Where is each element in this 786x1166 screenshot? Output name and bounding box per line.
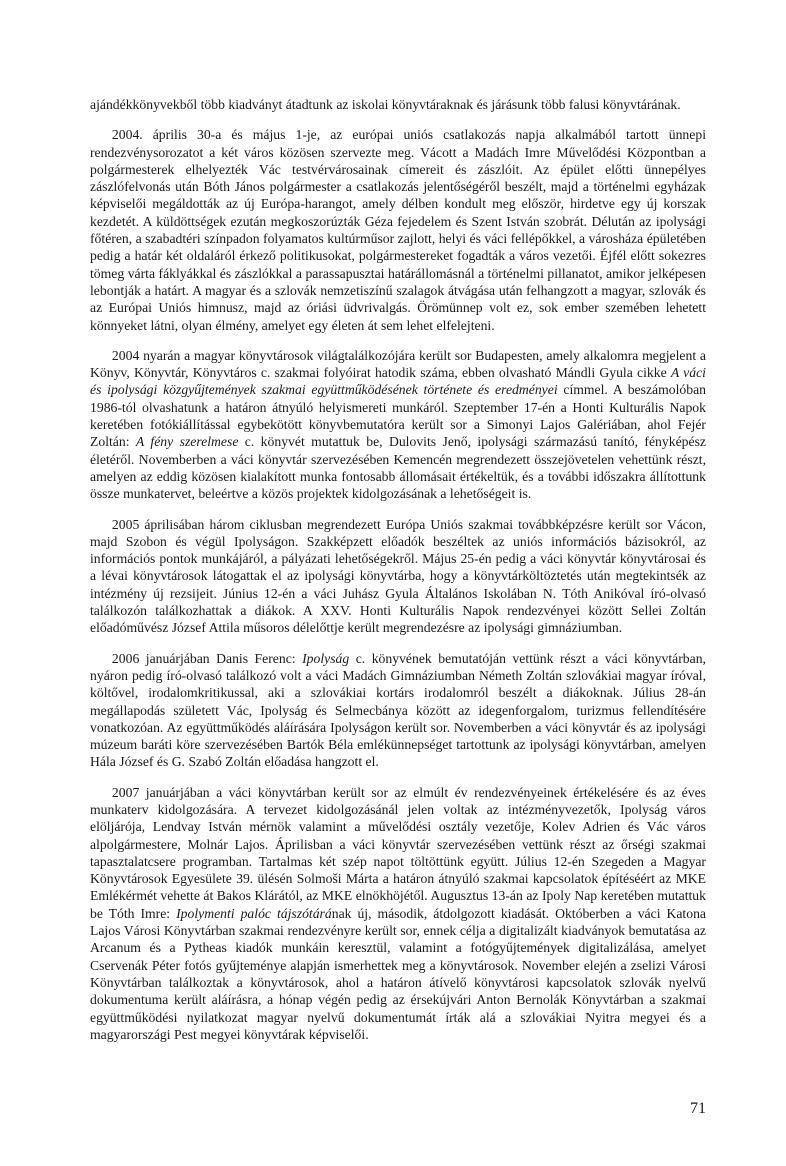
paragraph	[90, 516, 706, 637]
paragraph	[90, 347, 706, 503]
italic-title-text: Ipolyság	[302, 650, 350, 666]
paragraph-text: 2006 januárjában Danis Ferenc:	[111, 650, 303, 666]
paragraph	[90, 650, 706, 771]
paragraph-text: 2005 áprilisában három ciklusban megrendezett Európa Uniós szakmai továbbképzésre került sor Vácon, majd Szobon és végül Ipolyságon. Szakképzett előadók beszéltek az uniós információs bázisokról, az információs pontok munkájáról, a pályázati lehetőségekről. Május 25-én pedig a váci könyvtár könyvtárosai és a lévai könyvtárosok látogattak el az ipolysági könyvtárba, hogy a könyvtárköltöztetés után megtekintsék az intézmény új rezsijeit. Június 12-én a váci Juhász Gyula Általános Iskolában N. Tóth Anikóval író-olvasó találkozón találkozhattak a diákok. A XXV. Honti Kulturális Napok rendezvényei között Sellei Zoltán előadóművész József Attila műsoros délelőttje került megrendezésre az ipolysági gimnáziumban.	[90, 516, 706, 636]
paragraph-text: 2007 januárjában a váci könyvtárban került sor az elmúlt év rendezvényeinek értékelésére és az éves munkaterv kidolgozására. A tervezet kidolgozásánál jelen voltak az intézményvezetők, Ipolyság város elöljárója, Lendvay István mérnök valamint a művelődési osztály vezetője, Kolev Adrien és Vác város alpolgármestere, Molnár Lajos. Áprilisban a váci könyvtár szervezésében vettünk részt az őrségi szakmai tapasztalatcsere programban. Tartalmas két szép napot töltöttünk együtt. Július 12-én Szegeden a Magyar Könyvtárosok Egyesülete 39. ülésén Solmoši Márta a határon átnyúló szakmai kapcsolatok építéséért az MKE Emlékérmét vehette át Bakos Klárától, az MKE elnökhöjétől. Augusztus 13-án az Ipoly Nap keretében mutattuk be Tóth Imre:	[90, 784, 706, 921]
paragraph-text: címmel. A beszámolóban 1986-tól olvashatunk a határon átnyúló helyismereti munkáról. Szeptember 17-én a Honti Kulturális Napok keretében fotókiállítással egybekötött könyvbemutatóra került sor a Simonyi Lajos Galériában, ahol Fejér Zoltán:	[90, 382, 707, 450]
paragraph-text: ajándékkönyvekből több kiadványt átadtunk az iskolai könyvtáraknak és járásunk több falusi könyvtárának.	[90, 97, 681, 112]
italic-title-text: Ipolymenti palóc tájszótárá	[176, 905, 332, 921]
paragraph-text: c. könyvét mutattuk be, Dulovits Jenő, ipolysági származású tanító, fényképész életéről. Novemberben a váci könyvtár szervezésében Kemencén megrendezett összejövetelen vehettünk részt, amelyen az eddig közösen kialakított munka fontosabb állomásait értékeltük, és a további időszakra állítottunk össze munkatervet, beleértve a közös projektek kidolgozásának a lehetőségeit is.	[90, 434, 706, 502]
paragraph	[90, 784, 706, 1043]
paragraph	[90, 126, 706, 334]
page-number: 71	[690, 1100, 706, 1117]
paragraph-text: nak új, második, átdolgozott kiadását. Októberben a váci Katona Lajos Városi Könyvtárban szakmai rendezvényre került sor, ennek célja a digitalizált kiadványok bemutatása az Arcanum és a Pytheas kiadók munkáin keresztül, valamint a fotógyűjtemények digitalizálása, amelyet Cservenák Péter fotós gyűjteménye alapján ismerhettek meg a könyvtárosok. November elején a zselizi Városi Könyvtárban találkoztak a könyvtárosok, ahol a határon átívelő könyvtárosi kapcsolatok szlovák nyelvű dokumentuma került aláírásra, a hónap végén pedig az érsekújvári Anton Bernolák Könyvtárban a szakmai együttműködési nyilatkozat magyar nyelvű dokumentumát írták alá a szlovákiai Nyitra megyei és a magyarországi Pest megyei könyvtárak képviselői.	[90, 905, 706, 1042]
paragraph	[90, 96, 706, 113]
paragraph-text: 2004. április 30-a és május 1-je, az európai uniós csatlakozás napja alkalmából tartott ünnepi rendezvénysorozatot a két város közösen szervezte meg. Vácott a Madách Imre Művelődési Központban a polgármesterek elhelyezték Vác testvérvárosainak címereit és zászlóit. Az épület előtti ünnepélyes zászlófelvonás után Bóth János polgármester a csatlakozás jelentőségéről beszélt, majd a történelmi egyházak képviselői megáldották az új Európa-harangot, amely délben kondult meg először, hirdetve egy új korszak kezdetét. A küldöttségek ezután megkoszorúzták Géza fejedelem és Szent István szobrát. Délután az ipolysági főtéren, a szabadtéri színpadon folyamatos kultúrműsor zajlott, helyi és váci fellépőkkel, a városháza épületében pedig a határ két oldaláról érkező politikusokat, polgármestereket fogadták a város vezetői. Éjfél előtt sokezres tömeg várta fáklyákkal és zászlókkal a parassapusztai határállomásnál a történelmi pillanatot, amikor jelképesen lebontják a határt. A magyar és a szlovák nemzetiszínű szalagok átvágása után felhangzott a magyar, szlovák és az Európai Uniós himnusz, majd az óriási üdvrivalgás. Örömünnep volt ez, sok ember szemében lehetett könnyeket látni, olyan élmény, amelyet egy életen át sem lehet elfelejteni.	[90, 127, 706, 333]
italic-title-text: A váci és ipolysági közgyűjtemények szakmai együttműködésének története és eredményei	[90, 365, 706, 398]
document-body	[90, 96, 706, 1056]
paragraph-text: c. könyvének bemutatóján vettünk részt a váci könyvtárban, nyáron pedig író-olvasó találkozó volt a váci Madách Gimnáziumban Németh Zoltán szlovákiai magyar íróval, költővel, irodalomkritikussal, aki a szlovákiai kortárs irodalomról beszélt a diákoknak. Július 28-án megállapodás született Vác, Ipolyság és Selmecbánya között az idegenforgalom, turizmus fellendítésére vonatkozóan. Az együttműködés aláírására Ipolyságon került sor. Novemberben a váci könyvtár és az ipolysági múzeum baráti köre szervezésében Bartók Béla emlékünnepséget tartottunk az ipolysági könyvtárban, amelyen Hála József és G. Szabó Zoltán előadása hangzott el.	[90, 650, 706, 770]
italic-title-text: A fény szerelmese	[135, 434, 239, 450]
paragraph-text: 2004 nyarán a magyar könyvtárosok világtalálkozójára került sor Budapesten, amely alkalomra megjelent a Könyv, Könyvtár, Könyvtáros c. szakmai folyóirat hatodik száma, ebben olvasható Mándli Gyula cikke	[90, 347, 706, 381]
